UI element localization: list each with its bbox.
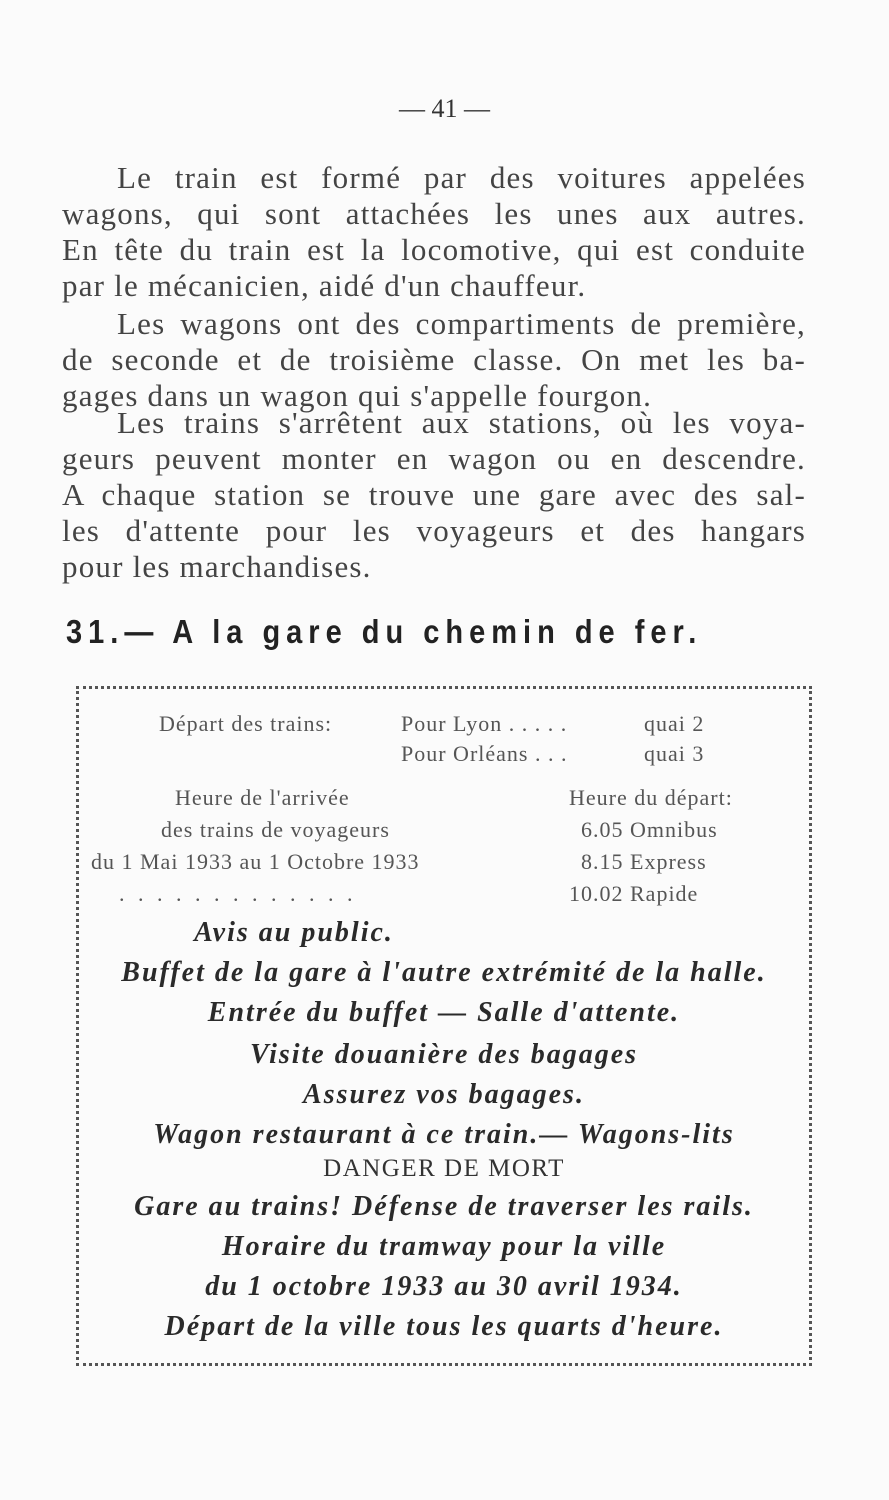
text-line: de seconde et de troisième classe. On met les ba-: [62, 342, 806, 377]
notice-danger: DANGER DE MORT: [323, 1155, 565, 1182]
station-poster: [76, 686, 812, 1366]
notice-dates: du 1 octobre 1933 au 30 avril 1934.: [205, 1271, 683, 1302]
departure-time-header: Heure du départ:: [569, 785, 733, 810]
notice-avis: Avis au public.: [194, 917, 394, 948]
text-line: gages dans un wagon qui s'appelle fourgon.: [62, 378, 653, 413]
text-line: par le mécanicien, aidé d'un chauffeur.: [62, 268, 587, 303]
text-line: En tête du train est la locomotive, qui est conduite: [62, 232, 806, 267]
departures-label: Départ des trains:: [159, 711, 333, 736]
text-line: les d'attente pour les voyageurs et des hangars: [62, 513, 806, 548]
notice-gare: Gare au trains! Défense de traverser les rails.: [134, 1191, 754, 1222]
notice-buffet: Buffet de la gare à l'autre extrémité de la halle.: [121, 957, 767, 988]
text-line: pour les marchandises.: [62, 549, 372, 584]
paragraph-2: [62, 306, 806, 414]
notice-entree: Entrée du buffet — Salle d'attente.: [207, 997, 681, 1028]
text-line: Les wagons ont des compartiments de première,: [117, 306, 806, 341]
dot-leader: . . . . . . . . . . . . .: [119, 881, 357, 906]
text-line: Le train est formé par des voitures appelées: [117, 160, 806, 195]
arrival-header: Heure de l'arrivée: [175, 785, 350, 810]
arrival-header: des trains de voyageurs: [161, 817, 390, 842]
section-title: 31.— A la gare du chemin de fer.: [66, 614, 703, 651]
text-line: geurs peuvent monter en wagon ou en descendre.: [62, 441, 806, 476]
page-number: — 41 —: [399, 94, 490, 123]
text-line: wagons, qui sont attachées les unes aux autres.: [62, 196, 806, 231]
notice-douane: Visite douanière des bagages: [249, 1039, 639, 1070]
notice-wagon: Wagon restaurant à ce train.— Wagons-lits: [153, 1119, 735, 1150]
text-line: A chaque station se trouve une gare avec des sal-: [62, 477, 806, 512]
departure-platform: quai 2: [644, 711, 705, 736]
departure-time: 8.15 Express: [581, 849, 707, 874]
notice-assurez: Assurez vos bagages.: [303, 1079, 585, 1110]
paragraph-1: [62, 160, 806, 304]
paragraph-3: [62, 405, 806, 585]
notice-horaire: Horaire du tramway pour la ville: [221, 1231, 667, 1262]
departure-destination: Pour Orléans . . .: [401, 741, 568, 766]
text-line: Les trains s'arrêtent aux stations, où les voya-: [117, 405, 806, 440]
arrival-header: du 1 Mai 1933 au 1 Octobre 1933: [91, 849, 420, 874]
departure-platform: quai 3: [644, 741, 705, 766]
departure-time: 6.05 Omnibus: [581, 817, 718, 842]
departure-destination: Pour Lyon . . . . .: [401, 711, 568, 736]
notice-depart-ville: Départ de la ville tous les quarts d'heure.: [164, 1311, 724, 1342]
departure-time: 10.02 Rapide: [569, 881, 699, 906]
